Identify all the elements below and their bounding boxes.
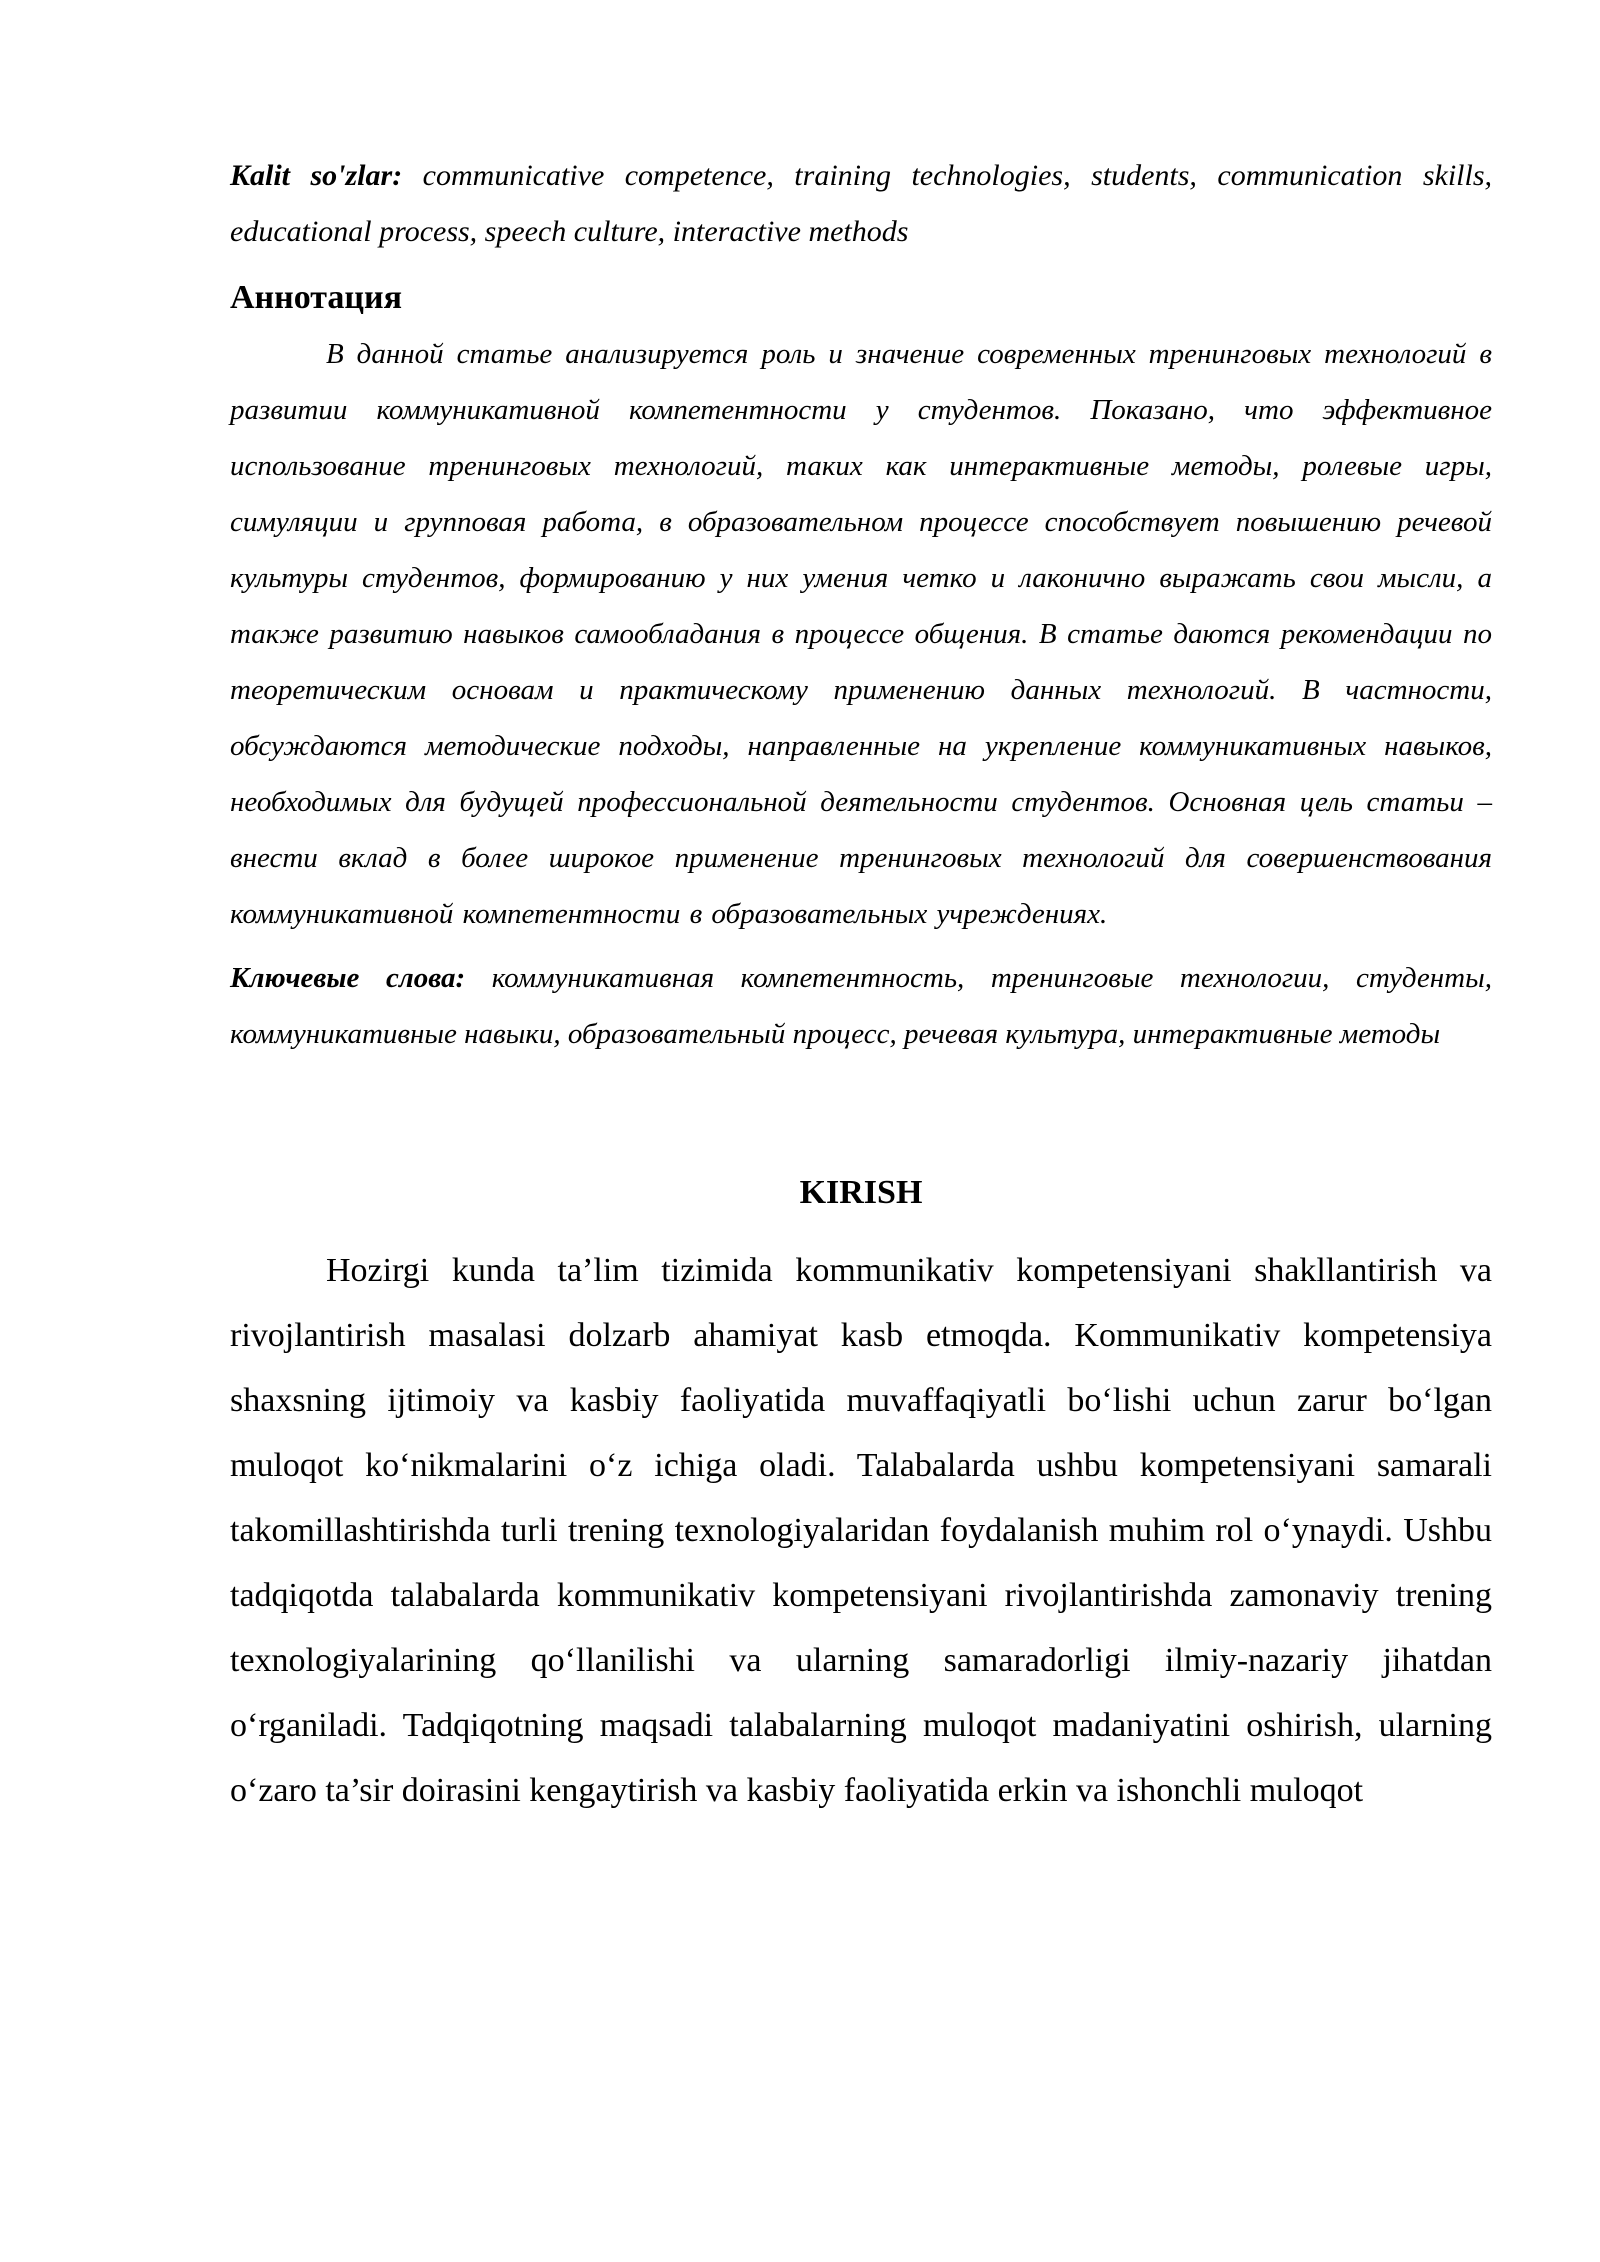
keywords-english-text: communicative competence, training technologies, students, communication skills, educational process, speech culture, interactive methods	[230, 159, 1493, 248]
annotation-body: В данной статье анализируется роль и значение современных тренинговых технологий в развитии коммуникативной компетентности у студентов. Показано, что эффективное использование тренинговых технологий, таких как интерактивные методы, ролевые игры, симуляции и групповая работа, в образовательном процессе способствует повышению речевой культуры студентов, формированию у них умения четко и лаконично выражать свои мысли, а также развитию навыков самообладания в процессе общения. В статье даются рекомендации по теоретическим основам и практическому применению данных технологий. В частности, обсуждаются методические подходы, направленные на укрепление коммуникативных навыков, необходимых для будущей профессиональной деятельности студентов. Основная цель статьи – внести вклад в более широкое применение тренинговых технологий для совершенствования коммуникативной компетентности в образовательных учреждениях.	[230, 338, 1492, 930]
section-title-introduction: KIRISH	[799, 1174, 923, 1211]
introduction-body: Hozirgi kunda ta’lim tizimida kommunikativ kompetensiyani shakllantirish va rivojlantirish masalasi dolzarb ahamiyat kasb etmoqda. Kommunikativ kompetensiya shaxsning ijtimoiy va kasbiy faoliyatida muvaffaqiyatli bo‘lishi uchun zarur bo‘lgan muloqot ko‘nikmalarini o‘z ichiga oladi. Talabalarda ushbu kompetensiyani samarali takomillashtirishda turli trening texnologiyalaridan foydalanish muhim rol o‘ynaydi. Ushbu tadqiqotda talabalarda kommunikativ kompetensiyani rivojlantirishda zamonaviy trening texnologiyalarining qo‘llanilishi va ularning samaradorligi ilmiy-nazariy jihatdan o‘rganiladi. Tadqiqotning maqsadi talabalarning muloqot madaniyatini oshirish, ularning o‘zaro ta’sir doirasini kengaytirish va kasbiy faoliyatida erkin va ishonchli muloqot	[230, 1252, 1492, 1809]
keywords-russian-label: Ключевые слова:	[230, 962, 466, 994]
keywords-english	[230, 148, 1492, 260]
page-content	[230, 148, 1492, 1823]
keywords-russian	[230, 950, 1492, 1062]
keywords-russian-text: коммуникативная компетентность, тренинговые технологии, студенты, коммуникативные навыки, образовательный процесс, речевая культура, интерактивные методы	[230, 962, 1492, 1050]
keywords-english-label: Kalit so'zlar:	[230, 159, 403, 192]
annotation-title: Аннотация	[230, 279, 402, 316]
